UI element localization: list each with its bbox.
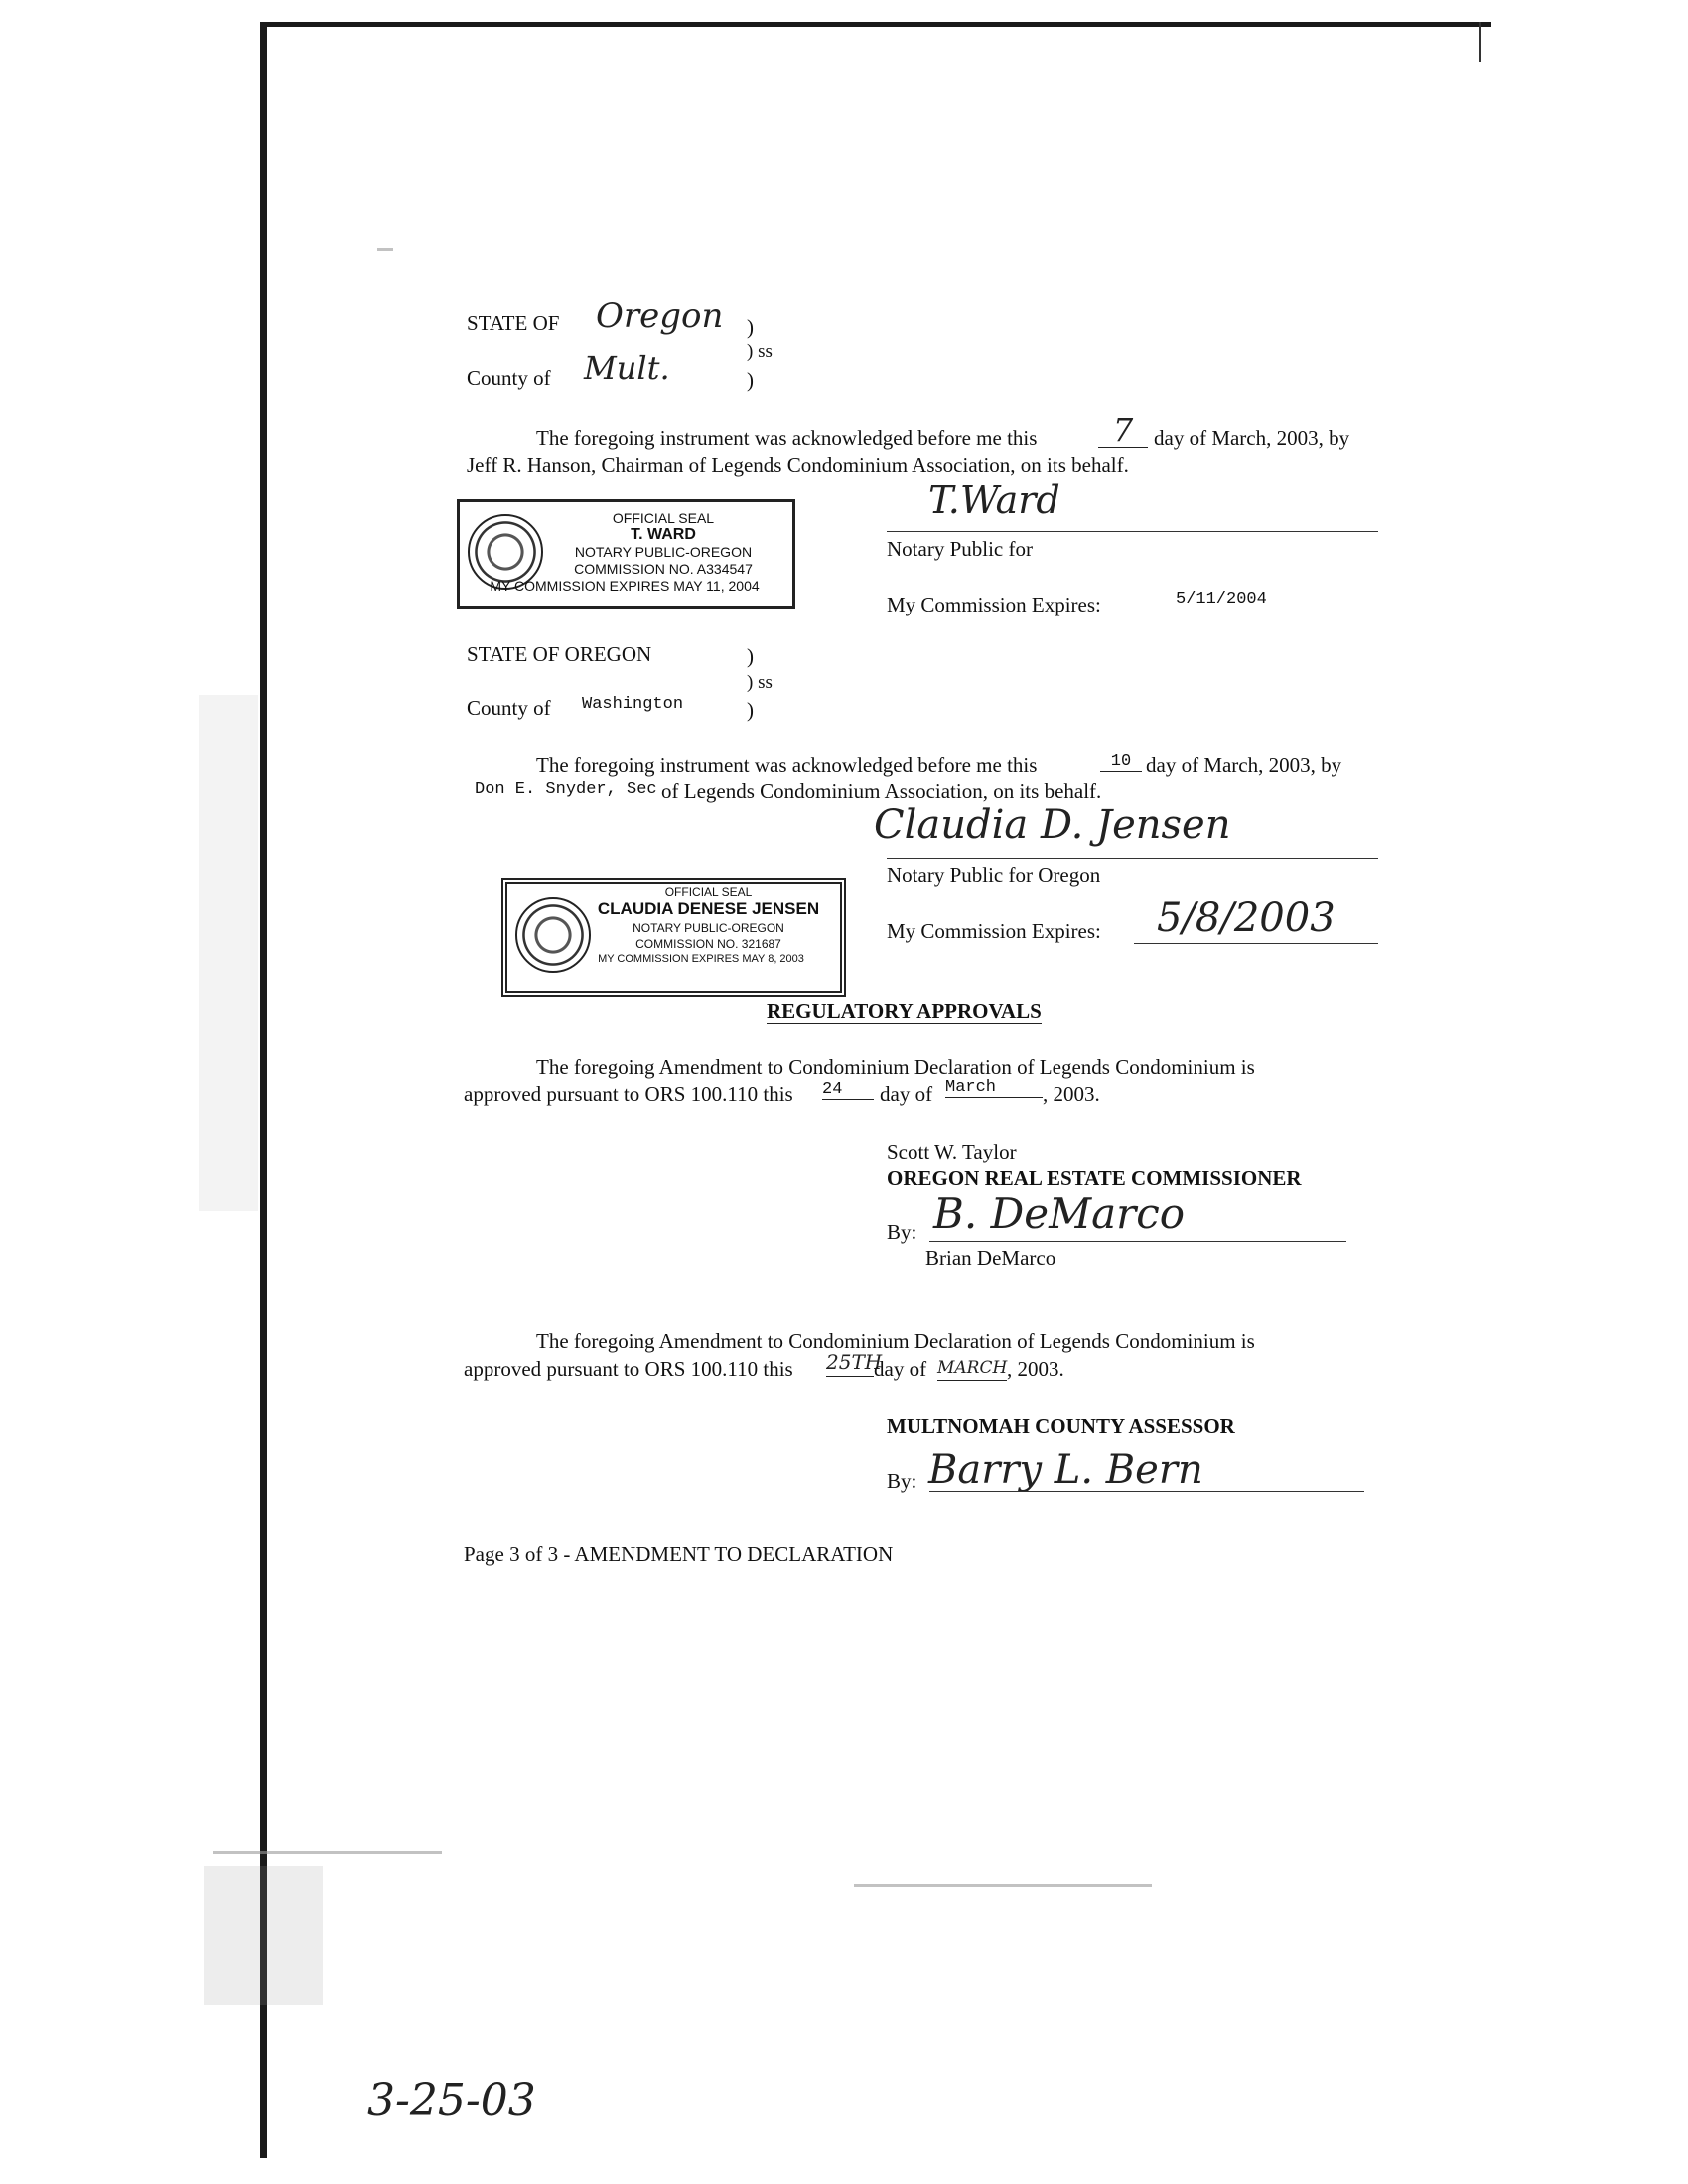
signature-line <box>887 858 1378 859</box>
ack-text-line2: of Legends Condominium Association, on its behalf. <box>661 779 1102 803</box>
assessor-title: MULTNOMAH COUNTY ASSESSOR <box>887 1414 1235 1437</box>
approval-2-line2-b: day of <box>874 1357 927 1381</box>
seal-line: NOTARY PUBLIC-OREGON <box>574 544 753 560</box>
approval-2-month-handwritten: MARCH <box>937 1356 1007 1381</box>
seal-line: OFFICIAL SEAL <box>664 886 753 899</box>
ss-label: ) ss <box>747 341 773 362</box>
official-seal-t-ward <box>457 499 795 609</box>
paren: ) <box>747 315 754 339</box>
scan-noise <box>377 248 393 251</box>
ack-text-line2: Jeff R. Hanson, Chairman of Legends Condominium Association, on its behalf. <box>467 453 1129 477</box>
commissioner-name: Scott W. Taylor <box>887 1140 1017 1163</box>
county-label: County of <box>467 696 551 720</box>
seal-line: COMMISSION NO. A334547 <box>574 561 753 577</box>
seal-line: T. WARD <box>631 526 696 543</box>
state-label: STATE OF OREGON <box>467 642 652 666</box>
assessor-signature-handwritten: Barry L. Bern <box>928 1447 1203 1493</box>
scan-border-left <box>260 24 267 2158</box>
by-label: By: <box>887 1220 917 1244</box>
ack-text-part-a: The foregoing instrument was acknowledged before me this <box>536 753 1038 777</box>
scan-noise <box>213 1851 442 1854</box>
commission-expires-handwritten: 5/8/2003 <box>1157 895 1336 941</box>
scan-noise <box>204 1866 323 2005</box>
page-footer: Page 3 of 3 - AMENDMENT TO DECLARATION <box>464 1542 894 1566</box>
ss-label: ) ss <box>747 672 773 693</box>
seal-line: NOTARY PUBLIC-OREGON <box>633 921 784 935</box>
seal-line: COMMISSION NO. 321687 <box>635 937 781 951</box>
commissioner-signature-handwritten: B. DeMarco <box>933 1189 1186 1238</box>
approval-2-line2-a: approved pursuant to ORS 100.110 this <box>464 1357 793 1381</box>
ack-day-handwritten: 7 <box>1098 413 1148 448</box>
scan-noise <box>199 695 258 1211</box>
notary-signature-handwritten: T.Ward <box>928 478 1060 522</box>
approval-2-day-handwritten: 25TH <box>826 1348 874 1377</box>
state-value-handwritten: Oregon <box>596 296 724 336</box>
commission-expires-value: 5/11/2004 <box>1176 590 1267 609</box>
state-label: STATE OF <box>467 311 560 335</box>
commissioner-title: OREGON REAL ESTATE COMMISSIONER <box>887 1166 1302 1190</box>
county-label: County of <box>467 366 551 390</box>
approval-1-line2-c: , 2003. <box>1043 1082 1100 1106</box>
signature-line <box>929 1491 1364 1492</box>
seal-line: CLAUDIA DENESE JENSEN <box>597 899 820 918</box>
paren: ) <box>747 368 754 392</box>
ack-day: 10 <box>1100 752 1142 772</box>
ack-text-part-b: day of March, 2003, by <box>1146 753 1342 777</box>
scan-noise <box>854 1884 1152 1887</box>
notary-public-label: Notary Public for Oregon <box>887 863 1101 887</box>
official-seal-claudia-jensen <box>501 878 846 997</box>
seal-line: OFFICIAL SEAL <box>612 510 715 526</box>
signature-line <box>887 531 1378 532</box>
by-label: By: <box>887 1469 917 1493</box>
paren: ) <box>747 698 754 722</box>
county-value: Washington <box>582 695 684 714</box>
approval-1-day: 24 <box>822 1080 874 1100</box>
scan-border-right <box>1479 22 1481 62</box>
ack-text-part-b: day of March, 2003, by <box>1154 426 1350 450</box>
signature-line <box>929 1241 1346 1242</box>
approval-1-line2-b: day of <box>880 1082 933 1106</box>
approval-1-line2-a: approved pursuant to ORS 100.110 this <box>464 1082 793 1106</box>
commission-expires-label: My Commission Expires: <box>887 919 1101 943</box>
county-value-handwritten: Mult. <box>584 349 670 387</box>
signer-name: Brian DeMarco <box>925 1246 1056 1270</box>
approvals-heading: REGULATORY APPROVALS <box>767 999 1042 1023</box>
commission-expires-label: My Commission Expires: <box>887 593 1101 616</box>
scan-border-top <box>260 22 1491 27</box>
seal-line: MY COMMISSION EXPIRES MAY 8, 2003 <box>598 953 804 965</box>
acknowledged-name: Don E. Snyder, Sec <box>475 780 657 799</box>
approval-1-line1: The foregoing Amendment to Condominium Declaration of Legends Condominium is <box>536 1055 1255 1079</box>
approval-1-month: March <box>945 1078 1043 1098</box>
expires-line <box>1134 943 1378 944</box>
notary-public-label: Notary Public for <box>887 537 1033 561</box>
seal-line: MY COMMISSION EXPIRES MAY 11, 2004 <box>490 578 760 594</box>
notary-signature-handwritten: Claudia D. Jensen <box>874 802 1231 848</box>
handwritten-date: 3-25-03 <box>367 2075 536 2125</box>
approval-2-line2-c: , 2003. <box>1007 1357 1064 1381</box>
approval-2-line1: The foregoing Amendment to Condominium Declaration of Legends Condominium is <box>536 1329 1255 1353</box>
paren: ) <box>747 644 754 668</box>
ack-text-part-a: The foregoing instrument was acknowledged before me this <box>536 426 1038 450</box>
